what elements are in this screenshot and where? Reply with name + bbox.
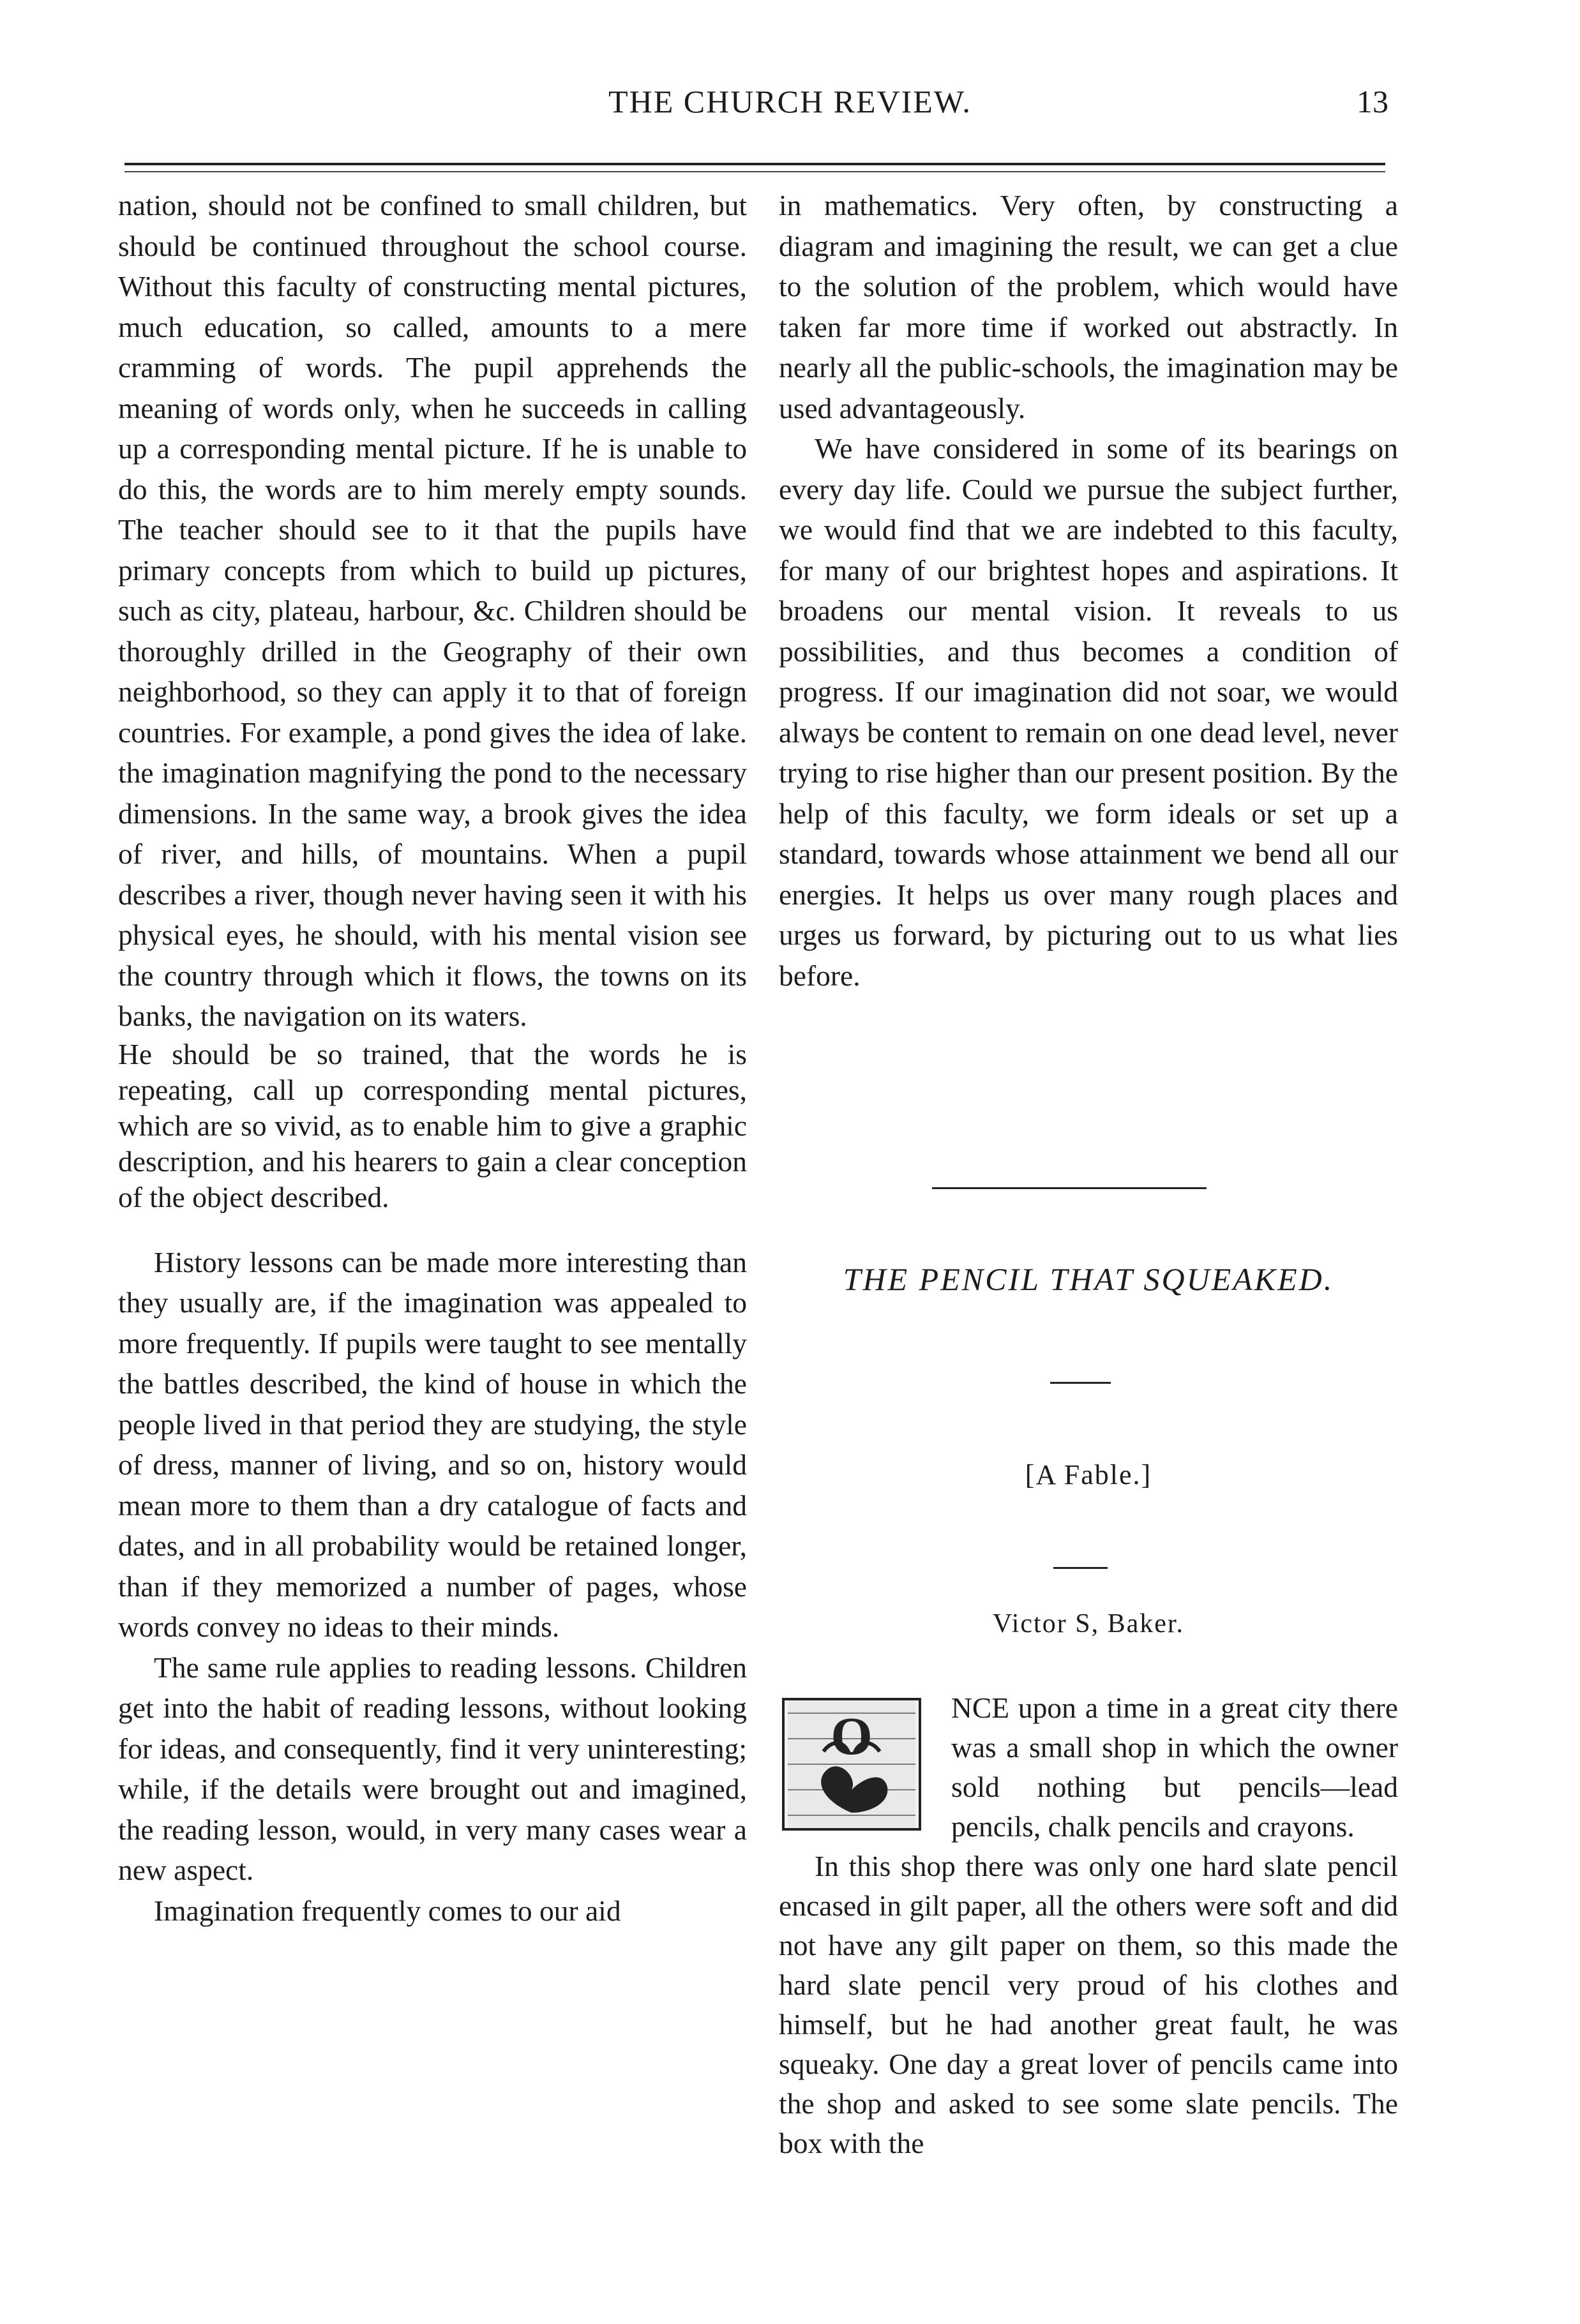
running-title: THE CHURCH REVIEW. xyxy=(608,84,972,119)
subtitle-dash xyxy=(1053,1567,1108,1569)
fable-body xyxy=(779,1688,1398,2163)
left-paragraph-1-tail: He should be so trained, that the words he is repeating, call up corresponding mental pictures, which are so vivid, as to enable him to give a graphic description, and his hearers to gain a clear conception of the object described. xyxy=(118,1037,747,1213)
left-paragraph-2: History lessons can be made more interesting than they usually are, if the imagination was appealed to more frequently. If pupils were taught to see mentally the battles described, the kind of house in which the people lived in that period they are studying, the style of dress, manner of living, and so on, history would mean more to them than a dry catalogue of facts and dates, and in all probability would be retained longer, than if they memorized a number of pages, whose words convey no ideas to their minds. xyxy=(118,1245,747,1643)
left-column xyxy=(118,185,747,1931)
page-number: 13 xyxy=(1357,84,1388,119)
fable-opening: NCE upon a time in a great city there was a small shop in which the owner sold nothing but pencils—lead pencils, chalk pencils and crayons. xyxy=(951,1691,1398,1843)
header-rule-thin xyxy=(124,171,1385,172)
fable-subtitle: [A Fable.] xyxy=(1025,1459,1152,1490)
page-header xyxy=(0,83,1580,140)
initial-letter: O xyxy=(831,1707,873,1766)
left-paragraph-4: Imagination frequently comes to our aid xyxy=(154,1894,621,1927)
section-divider xyxy=(932,1187,1207,1189)
title-dash xyxy=(1050,1382,1111,1384)
fable-continuation: In this shop there was only one hard slate pencil encased in gilt paper, all the others were soft and did not have any gilt paper on them, so this made the hard slate pencil very proud of his clothes and himself, but he had another great fault, he was squeaky. One day a great lover of pencils came into the shop and asked to see some slate pencils. The box with the xyxy=(779,1850,1398,2159)
right-column xyxy=(779,185,1398,996)
fable-title: THE PENCIL THAT SQUEAKED. xyxy=(843,1261,1334,1297)
right-paragraph-2: We have considered in some of its bearings on every day life. Could we pursue the subject further, we would find that we are indebted to this faculty, for many of our brightest hopes and aspirations. It broadens our mental vision. It reveals to us possibilities, and thus becomes a condition of progress. If our imagination did not soar, we would always be content to remain on one dead level, never trying to rise higher than our present position. By the help of this faculty, we form ideals or set up a standard, towards whose attainment we bend all our energies. It helps us over many rough places and urges us forward, by picturing out to us what lies before. xyxy=(779,432,1398,992)
left-paragraph-1: nation, should not be confined to small children, but should be continued throughout the school course. Without this faculty of constructing mental pictures, much education, so called, amounts to a mere cramming of words. The pupil apprehends the meaning of words only, when he succeeds in calling up a corresponding mental picture. If he is unable to do this, the words are to him merely empty sounds. The teacher should see to it that the pupils have primary concepts from which to build up pictures, such as city, plateau, harbour, &c. Children should be thoroughly drilled in the Geography of their own neighborhood, so they can apply it to that of foreign countries. For example, a pond gives the idea of lake. the imagination magnifying the pond to the necessary dimensions. In the same way, a brook gives the idea of river, and hills, of mountains. When a pupil describes a river, though never having seen it with his physical eyes, he should, with his mental vision see the country through which it flows, the towns on its banks, the navigation on its waters. xyxy=(118,189,747,1032)
right-paragraph-1: in mathematics. Very often, by constructing a diagram and imagining the result, we can get a clue to the solution of the problem, which would have taken far more time if worked out abstractly. In nearly all the public-schools, the imagination may be used advantageously. xyxy=(779,189,1398,424)
header-rule xyxy=(124,163,1385,165)
left-paragraph-3: The same rule applies to reading lessons. Children get into the habit of reading lessons, without looking for ideas, and consequently, find it very uninteresting; while, if the details were brought out and imagined, the reading lesson, would, in very many cases wear a new aspect. xyxy=(118,1651,747,1886)
fable-author: Victor S, Baker. xyxy=(992,1609,1185,1638)
